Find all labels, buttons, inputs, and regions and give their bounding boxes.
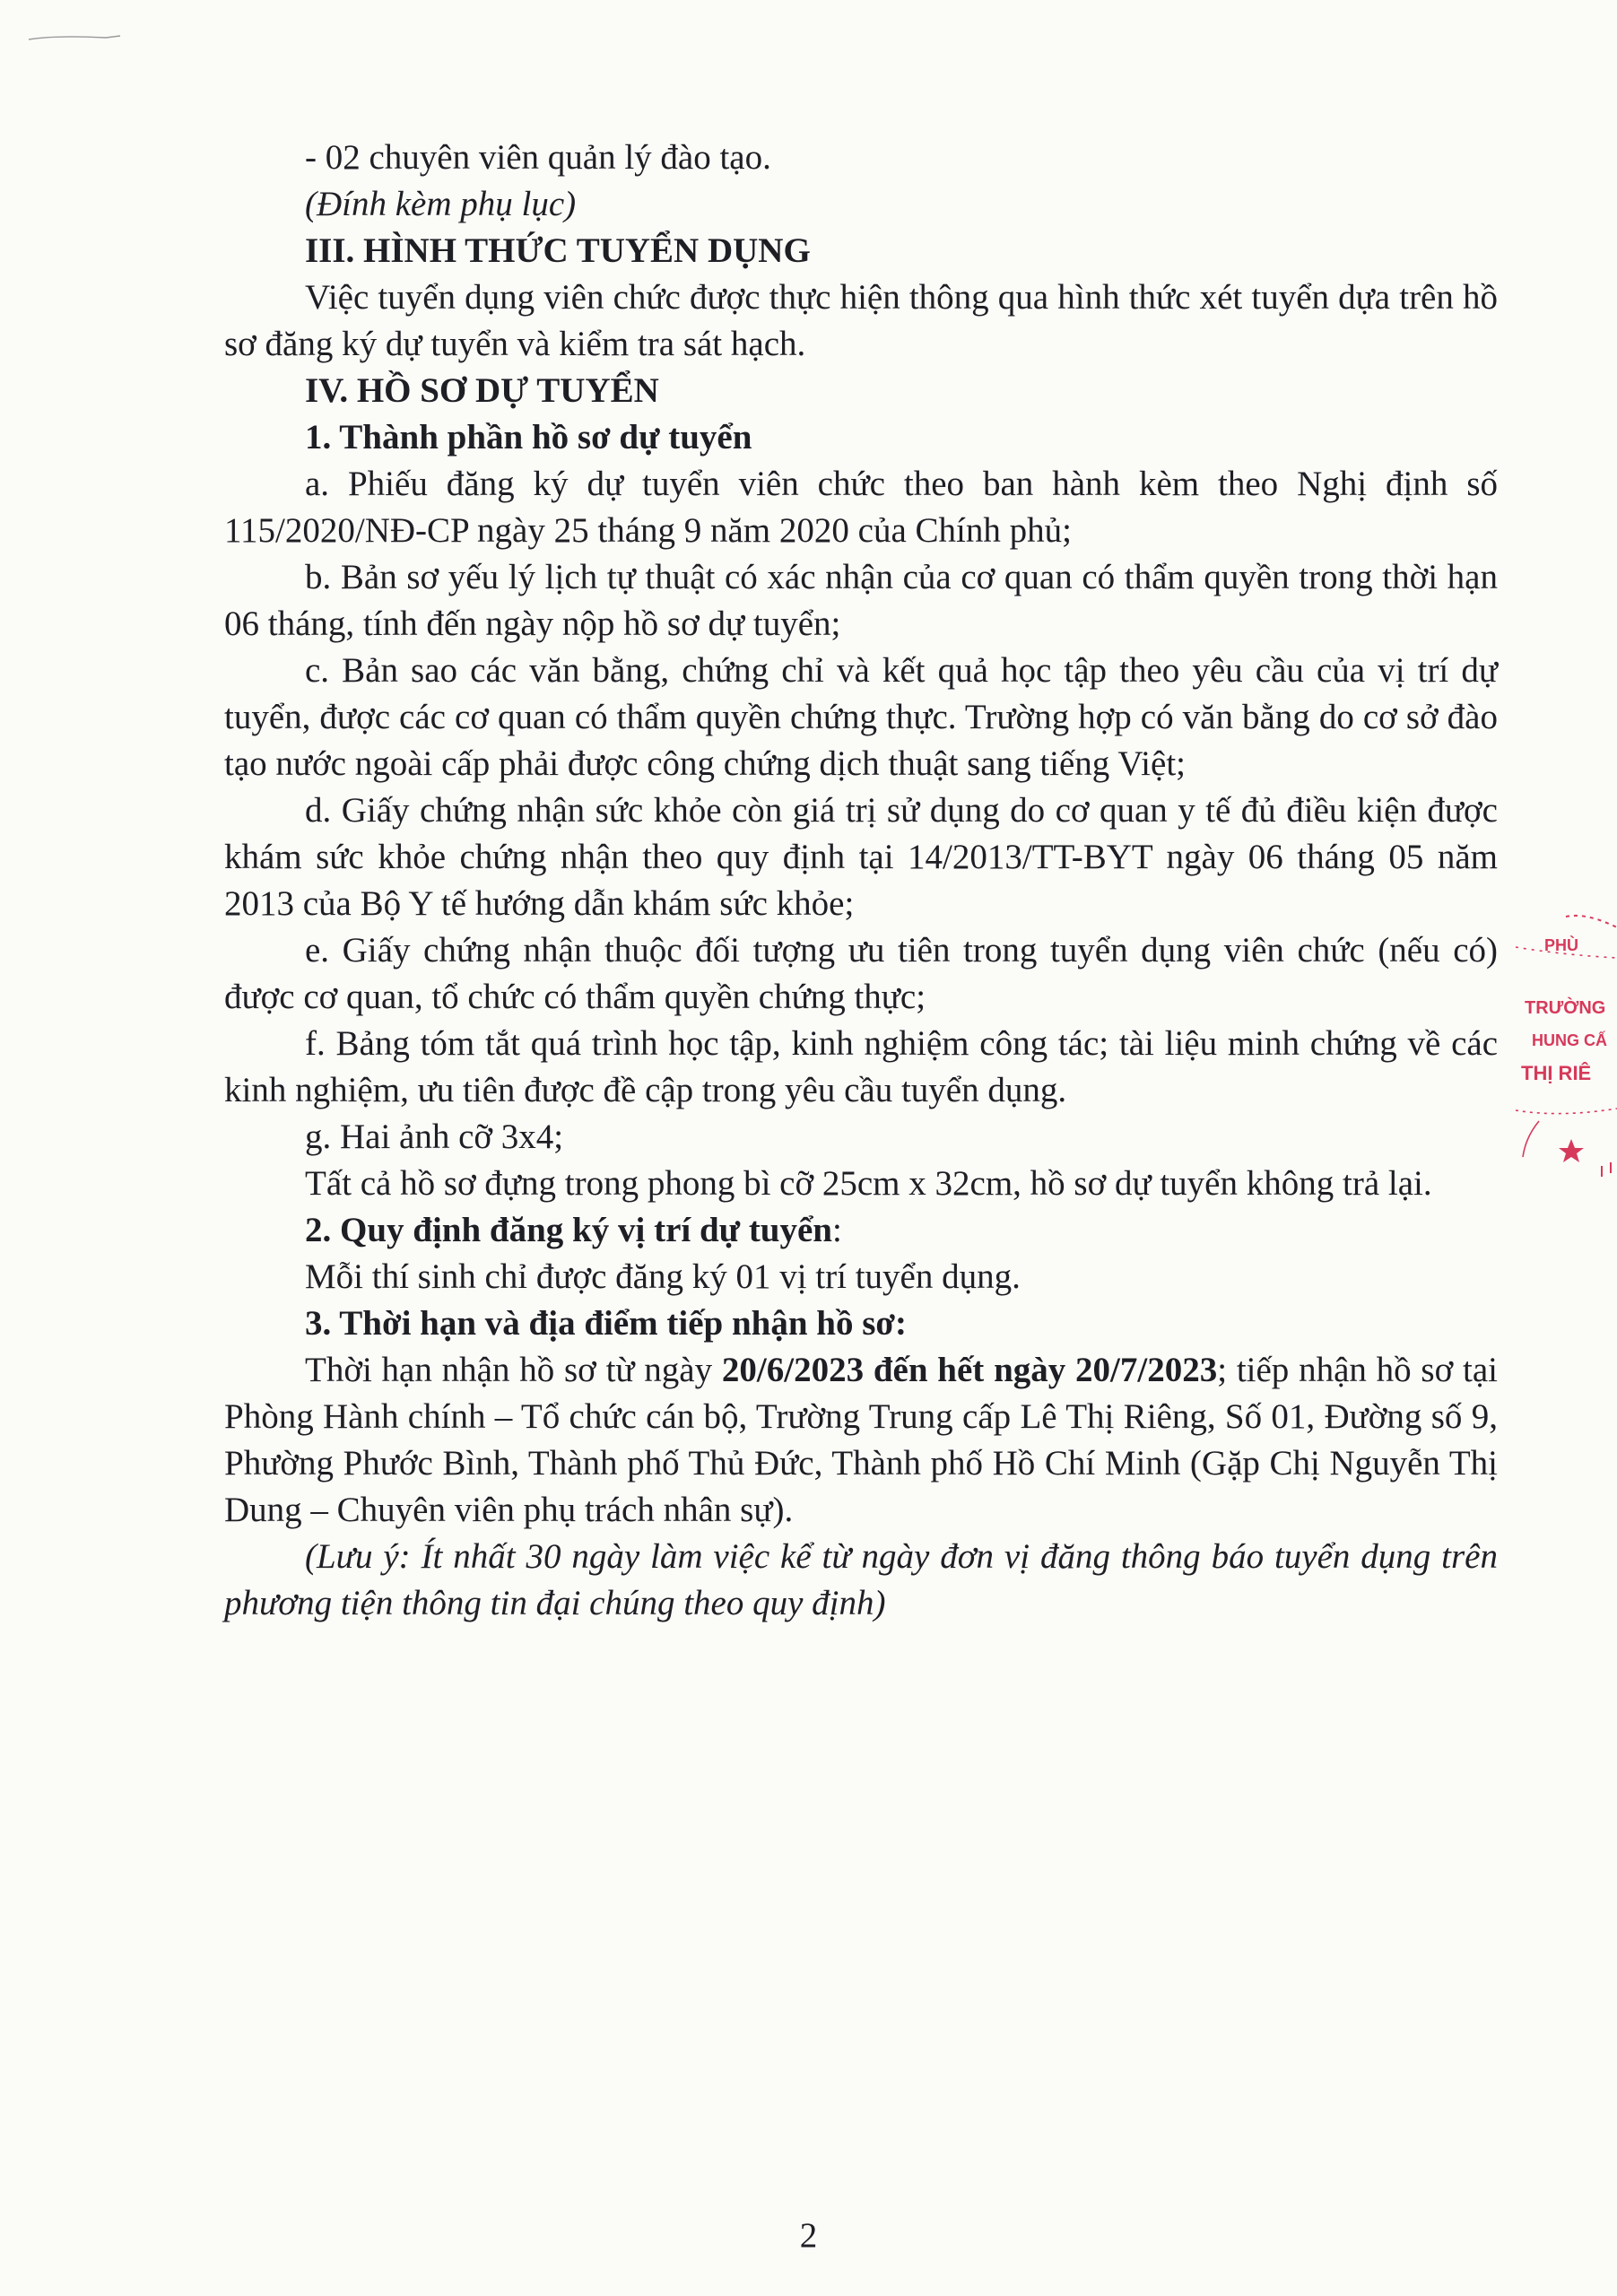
section-4-heading: IV. HỒ SƠ DỰ TUYỂN	[305, 371, 659, 410]
list-item-d: d. Giấy chứng nhận sức khỏe còn giá trị sử dụng do cơ quan y tế đủ điều kiện được khám sức khỏe chứng nhận theo quy định tại 14/2013/TT-BYT ngày 06 tháng 05 năm 2013 của Bộ Y tế hướng dẫn khám sức khỏe;	[224, 791, 1498, 923]
subsection-2-body: Mỗi thí sinh chỉ được đăng ký 01 vị trí tuyển dụng.	[305, 1257, 1021, 1296]
seal-line-4: THỊ RIÊ	[1521, 1062, 1592, 1084]
seal-star-icon	[1559, 1139, 1584, 1162]
section-3-body: Việc tuyển dụng viên chức được thực hiện thông qua hình thức xét tuyển dựa trên hồ sơ đăng ký dự tuyển và kiểm tra sát hạch.	[224, 278, 1498, 363]
subsection-2-heading	[224, 1207, 1498, 1254]
seal-graphic	[1512, 897, 1617, 1220]
list-item-e: e. Giấy chứng nhận thuộc đối tượng ưu tiên trong tuyển dụng viên chức (nếu có) được cơ quan, tổ chức có thẩm quyền chứng thực;	[224, 931, 1498, 1016]
subsection-3-heading: 3. Thời hạn và địa điểm tiếp nhận hồ sơ:	[305, 1304, 907, 1343]
deadline-location: ; tiếp nhận hồ sơ tại Phòng Hành chính – Tổ chức cán bộ, Trường Trung cấp Lê Thị Riêng, Số 01, Đường số 9, Phường Phước Bình, Thành phố Thủ Đức, Thành phố Hồ Chí Minh (Gặp Chị Nguyễn Thị Dung – Chuyên viên phụ trách nhân sự).	[224, 1351, 1498, 1529]
deadline-note: (Lưu ý: Ít nhất 30 ngày làm việc kể từ ngày đơn vị đăng thông báo tuyển dụng trên phương tiện thông tin đại chúng theo quy định)	[224, 1537, 1498, 1622]
item-training-staff: - 02 chuyên viên quản lý đào tạo.	[305, 138, 771, 177]
subsection-2-heading-colon: :	[832, 1211, 842, 1249]
seal-line-2: TRƯỜNG	[1525, 998, 1606, 1018]
subsection-3-body	[224, 1347, 1498, 1534]
deadline-dates: 20/6/2023 đến hết ngày 20/7/2023	[721, 1351, 1218, 1389]
seal-line-3: HUNG CẤ	[1532, 1031, 1607, 1049]
official-seal	[1512, 897, 1617, 1220]
list-item-c: c. Bản sao các văn bằng, chứng chỉ và kết quả học tập theo yêu cầu của vị trí dự tuyển, được các cơ quan có thẩm quyền chứng thực. Trường hợp có văn bằng do cơ sở đào tạo nước ngoài cấp phải được công chứng dịch thuật sang tiếng Việt;	[224, 651, 1498, 783]
section-3-heading: III. HÌNH THỨC TUYỂN DỤNG	[305, 231, 811, 270]
scan-mark	[27, 32, 126, 43]
seal-line-1: PHÙ	[1544, 936, 1579, 954]
subsection-2-heading-text: 2. Quy định đăng ký vị trí dự tuyển	[305, 1211, 832, 1249]
document-body	[224, 135, 1498, 1627]
list-item-a: a. Phiếu đăng ký dự tuyển viên chức theo ban hành kèm theo Nghị định số 115/2020/NĐ-CP ngày 25 tháng 9 năm 2020 của Chính phủ;	[224, 465, 1498, 550]
deadline-prefix: Thời hạn nhận hồ sơ từ ngày	[305, 1351, 722, 1389]
list-item-g: g. Hai ảnh cỡ 3x4;	[305, 1118, 564, 1156]
envelope-note: Tất cả hồ sơ đựng trong phong bì cỡ 25cm x 32cm, hồ sơ dự tuyển không trả lại.	[305, 1164, 1432, 1203]
subsection-1-heading: 1. Thành phần hồ sơ dự tuyển	[305, 418, 752, 457]
list-item-b: b. Bản sơ yếu lý lịch tự thuật có xác nhận của cơ quan có thẩm quyền trong thời hạn 06 tháng, tính đến ngày nộp hồ sơ dự tuyển;	[224, 558, 1498, 643]
list-item-f: f. Bảng tóm tắt quá trình học tập, kinh nghiệm công tác; tài liệu minh chứng về các kinh nghiệm, ưu tiên được đề cập trong yêu cầu tuyển dụng.	[224, 1024, 1498, 1109]
page-number: 2	[799, 2216, 818, 2255]
attachment-note: (Đính kèm phụ lục)	[305, 185, 577, 223]
